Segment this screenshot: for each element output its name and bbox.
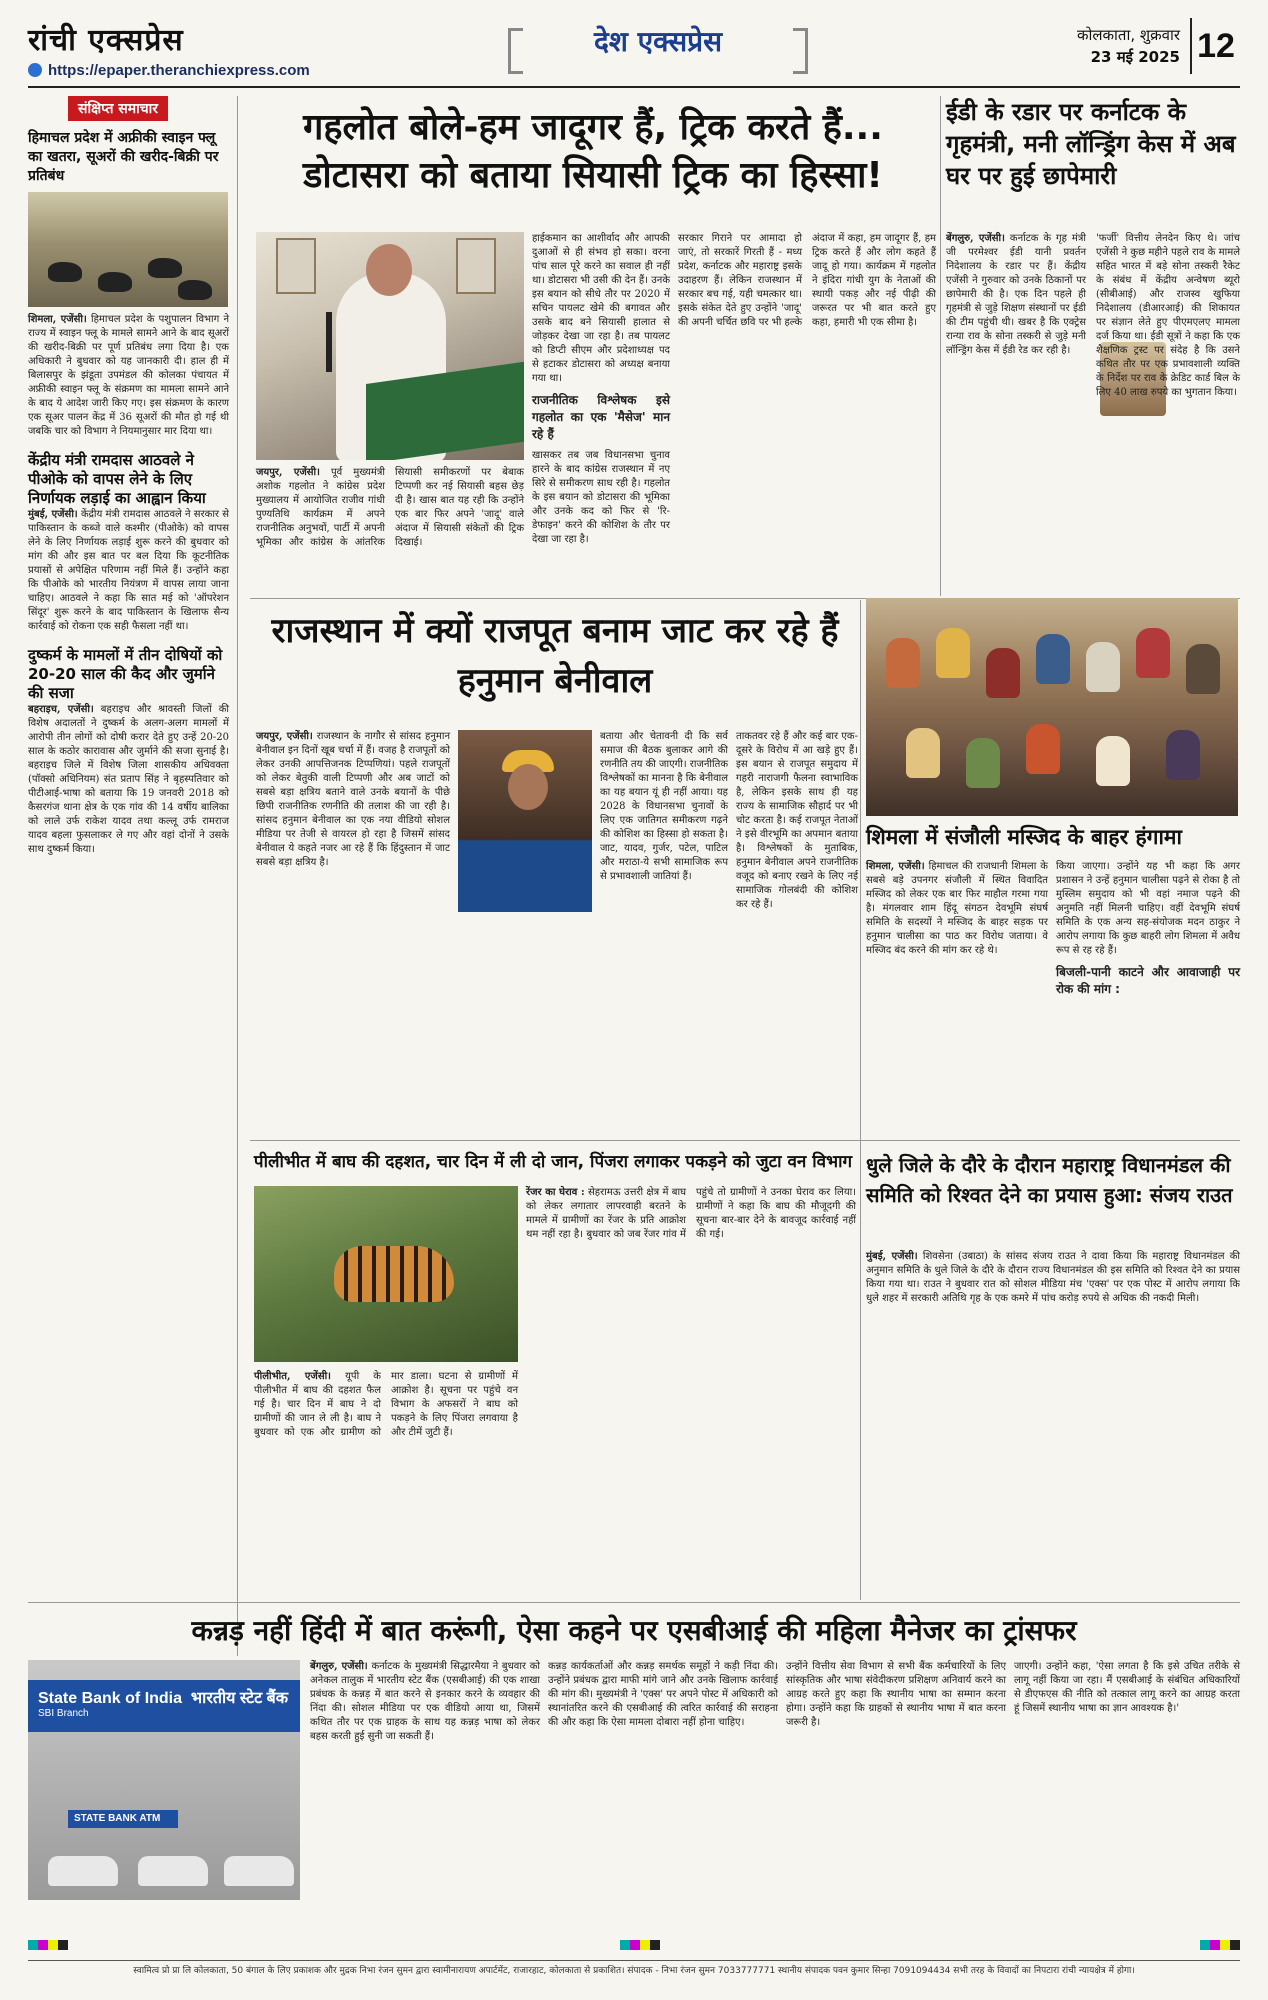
brief-dateline: बहराइच, एजेंसी। xyxy=(28,704,94,715)
dhule-headline: धुले जिले के दौरे के दौरान महाराष्ट्र विधानमंडल की समिति को रिश्वत देने का प्रयास हुआ: संजय राउत xyxy=(866,1153,1233,1207)
sign-hindi: भारतीय स्टेट बैंक xyxy=(190,1690,289,1707)
article-text: खासकर तब जब विधानसभा चुनाव हारने के बाद कांग्रेस राजस्थान में नए सिरे से समीकरण साध रही है। गहलोत के इस बयान को डोटासरा की भूमिका और उनके कद को फिर से 'रि-डेफाइन' करने की कोशिश के तौर पर देखा जा रहा है। xyxy=(532,450,670,545)
dateline: बेंगलुरु, एजेंसी। xyxy=(310,1661,368,1672)
briefs-tag: संक्षिप्त समाचार xyxy=(68,96,168,121)
article-text: शिवसेना (उबाठा) के सांसद संजय राउत ने दावा किया कि महाराष्ट्र विधानमंडल की अनुमान समिति के धुले जिले के दौरे के दौरान राज्य विधानमंडल की इस समिति को रिश्वत देने का प्रयास किया गया था। राउत ने बुधवार रात को सोशल मीडिया मंच 'एक्स' पर एक पोस्ट में आरोप लगाया कि धुले शहर में सरकारी अतिथि गृह के एक कमरे में पांच करोड़ रुपये से अधिक की नकदी मिली। xyxy=(866,1251,1240,1304)
article-text: सेहरामऊ उत्तरी क्षेत्र में बाघ को लेकर लगातार लापरवाही बरतने के मामले में ग्रामीणों का रेंजर के प्रति आक्रोश थम नहीं रहा है। बुधवार को जब रेंजर गांव में पहुंचे तो ग्रामीणों ने उनका घेराव कर लिया। ग्रामीणों ने कहा कि बाघ की मौजूदगी की सूचना बार-बार देने के बावजूद कार्रवाई नहीं की गई। xyxy=(526,1187,856,1240)
sbi-signboard xyxy=(28,1680,300,1732)
dateline: जयपुर, एजेंसी। xyxy=(256,467,320,478)
brief-body xyxy=(28,313,229,439)
city-day: कोलकाता, शुक्रवार xyxy=(1076,26,1180,44)
gehlot-col3 xyxy=(678,232,936,596)
brief-dateline: मुंबई, एजेंसी। xyxy=(28,509,78,520)
dhule-col1 xyxy=(866,1250,1240,1600)
section-rule xyxy=(250,1140,1240,1141)
ed-headline: ईडी के रडार पर कर्नाटक के गृहमंत्री, मनी लॉन्ड्रिंग केस में अब घर पर हुई छापेमारी xyxy=(946,98,1236,190)
beniwal-col1 xyxy=(256,730,450,1130)
article-text: 'फर्जी' वित्तीय लेनदेन किए थे। जांच एजेंसी ने कुछ महीने पहले राव के मामले सहित भारत में बड़े सोना तस्करी रैकेट के संबंध में केंद्रीय अन्वेषण ब्यूरो (सीबीआई) और राजस्व खुफिया निदेशालय (डीआरआई) की शिकायत पर संज्ञान लेते हुए पीएमएलए मामला दर्ज किया था। ईडी सूत्रों ने कहा कि एक शैक्षणिक ट्रस्ट पर संदेह है कि उसने कथित तौर पर एक प्रभावशाली व्यक्ति के निर्देश पर राव के क्रेडिट कार्ड बिल के लिए 40 लाख रुपये का भुगतान किया। xyxy=(1096,233,1240,398)
car-shape xyxy=(138,1856,208,1886)
date-block xyxy=(1077,24,1180,68)
brand-name: रांची एक्सप्रेस xyxy=(28,23,184,58)
dateline: बेंगलुरु, एजेंसी। xyxy=(946,233,1005,244)
beniwal-col2 xyxy=(600,730,728,1130)
ed-col2 xyxy=(1096,232,1240,398)
section-title: देश एक्सप्रेस xyxy=(508,22,808,60)
dateline: पीलीभीत, एजेंसी। xyxy=(254,1371,331,1382)
page-number: 12 xyxy=(1190,18,1240,74)
column-rule xyxy=(860,600,861,1600)
color-registration-mark xyxy=(1200,1940,1240,1950)
sign-branch: SBI Branch xyxy=(38,1708,89,1719)
pigs-photo xyxy=(28,192,228,307)
brief-text: केंद्रीय मंत्री रामदास आठवले ने सरकार से पाकिस्तान के कब्जे वाले कश्मीर (पीओके) को वापस लेने के लिए निर्णायक लड़ाई शुरू करने की बुधवार को मांग की और इस बात पर बल दिया कि कूटनीतिक प्रयासों से अपेक्षित परिणाम नहीं मिले हैं। उन्होंने कहा कि पीओके को भारतीय नियंत्रण में वापस लाया जाना चाहिए। आठवले ने कहा कि सात मई को 'ऑपरेशन सिंदूर' शुरू करने के बाद पाकिस्तान के खिलाफ सैन्य कार्रवाई को रोकना एक सही फैसला नहीं था। xyxy=(28,509,229,632)
issue-date: 23 मई 2025 xyxy=(1090,48,1180,66)
article-text: कन्नड़ कार्यकर्ताओं और कन्नड़ समर्थक समूहों ने कड़ी निंदा की। उन्होंने प्रबंधक द्वारा माफी मांगे जाने और उनके खिलाफ कार्रवाई की मांग की। मुख्यमंत्री ने 'एक्स' पर अपने पोस्ट में अधिकारी को स्थानांतरित करने की एसबीआई की त्वरित कार्रवाई की सराहना की और कहा कि ऐसा मामला दोबारा नहीं होना चाहिए। xyxy=(548,1661,778,1728)
ed-col1 xyxy=(946,232,1086,596)
speaker-head xyxy=(366,244,412,296)
sbi-photo xyxy=(28,1660,300,1900)
dateline: मुंबई, एजेंसी। xyxy=(866,1251,918,1262)
pilibhit-headline: पीलीभीत में बाघ की दहशत, चार दिन में ली दो जान, पिंजरा लगाकर पकड़ने को जुटा वन विभाग xyxy=(253,1152,853,1172)
car-shape xyxy=(48,1856,118,1886)
gehlot-col1 xyxy=(256,466,524,596)
pilibhit-subhead: रेंजर का घेराव : xyxy=(526,1187,585,1198)
gehlot-photo xyxy=(256,232,524,460)
tiger-photo xyxy=(254,1186,518,1362)
article-text: जाएगी। उन्होंने कहा, 'ऐसा लगता है कि इसे उचित तरीके से लागू नहीं किया जा रहा। मैं एसबीआई के संबंधित अधिकारियों से डीएफएस की नीति को तत्काल लागू करने का आग्रह करता हूं जिसमें स्थानीय भाषा का ज्ञान आवश्यक है।' xyxy=(1014,1661,1240,1714)
article-text: किया जाएगा। उन्होंने यह भी कहा कि अगर प्रशासन ने उन्हें हनुमान चालीसा पढ़ने से रोका है तो मुस्लिम समुदाय को भी वहां नमाज पढ़ने की अनुमति नहीं मिलनी चाहिए। वहीं देवभूमि संघर्ष समिति के एक अन्य सह-संयोजक मदन ठाकुर ने आरोप लगाया कि कुछ बाहरी लोग शिमला में अवैध रूप से रह रहे हैं। xyxy=(1056,861,1240,956)
briefs-column xyxy=(28,96,238,1656)
dateline: शिमला, एजेंसी। xyxy=(866,861,925,872)
brief-headline: केंद्रीय मंत्री रामदास आठवले ने पीओके को वापस लेने के लिए निर्णायक लड़ाई का आह्वान किया xyxy=(28,451,206,507)
brief-body xyxy=(28,703,229,857)
shimla-col2 xyxy=(1056,860,1240,1130)
article-text: हाईकमान का आशीर्वाद और आपकी दुआओं से ही संभव हो सका। वरना पांच साल पूरे करने का सवाल ही नहीं था। डोटासरा भी उसी की देन हैं। उनके इस बयान को सीधे तौर पर 2020 में सचिन पायलट खेमे की बगावत और उसके बाद बने सियासी हालात से जोड़कर देखा जा रहा है। तब पायलट को डिप्टी सीएम और प्रदेशाध्यक्ष पद से हटाकर डोटासरा को अध्यक्ष बनाया गया था। xyxy=(532,233,670,384)
article-text: उन्होंने वित्तीय सेवा विभाग से सभी बैंक कर्मचारियों के लिए सांस्कृतिक और भाषा संवेदीकरण प्रशिक्षण अनिवार्य करने का आग्रह करते हुए कहा कि स्थानीय भाषा का सम्मान करना होगा। उन्होंने कहा कि ग्राहकों से स्थानीय भाषा में बात करना जरूरी है। xyxy=(786,1661,1006,1728)
brief-text: बहराइच और श्रावस्ती जिलों की विशेष अदालतों ने दुष्कर्म के अलग-अलग मामलों में आरोपी तीन लोगों को दोषी करार देते हुए उन्हें 20-20 साल के कठोर कारावास और जुर्माने की सजा सुनाई है। बहराइच जिले में विशेष जिला शासकीय अधिवक्ता (पॉक्सो अधिनियम) संत प्रताप सिंह ने बृहस्पतिवार को पीटीआई-भाषा को बताया कि 19 जनवरी 2018 को कैसरगंज थाना क्षेत्र के एक गांव की 14 वर्षीय बालिका को लाले उर्फ राकेश यादव तथा कल्लू उर्फ रामराज यादव बहला फुसलाकर ले गए और वहां दोनों ने उसके साथ दुष्कर्म किया। xyxy=(28,704,229,855)
shimla-col1 xyxy=(866,860,1048,1130)
protest-photo xyxy=(866,598,1238,816)
color-registration-mark xyxy=(28,1940,68,1950)
tiger-figure xyxy=(334,1246,454,1302)
portrait-frame xyxy=(456,238,496,294)
brief-dateline: शिमला, एजेंसी। xyxy=(28,314,87,325)
article-text: यूपी के पीलीभीत में बाघ की दहशत फैल गई है। चार दिन में बाघ ने दो ग्रामीणों की जान ले ली है। बाघ ने बुधवार को एक और ग्रामीण को मार डाला। घटना से ग्रामीणों में आक्रोश है। सूचना पर पहुंचे वन विभाग के अफसरों ने बाघ को पकड़ने के लिए पिंजरा लगवाया है और टीमें जुटी हैं। xyxy=(254,1371,518,1438)
car-shape xyxy=(224,1856,294,1886)
color-registration-mark xyxy=(620,1940,660,1950)
article-text: राजस्थान के नागौर से सांसद हनुमान बेनीवाल इन दिनों खूब चर्चा में हैं। वजह है राजपूतों को लेकर उनकी आपत्तिजनक टिप्पणियां। पहले राजपूतों को लेकर बेतुकी वाली टिप्पणी और अब जाटों को सबसे बड़ा क्षत्रिय बताने वाले उनके बयानों के पीछे छिपी राजनीतिक रणनीति की तलाश की जा रही है। सांसद हनुमान बेनीवाल का एक नया वीडियो सोशल मीडिया पर तेजी से वायरल हो रहा है जिसमें सांसद बेनीवाल ये कहते नजर आ रहे हैं कि हिंदुस्तान में जाट सबसे बड़ा क्षत्रिय है। xyxy=(256,731,450,868)
brief-headline: हिमाचल प्रदेश में अफ्रीकी स्वाइन फ्लू का खतरा, सूअरों की खरीद-बिक्री पर प्रतिबंध xyxy=(28,130,219,184)
gehlot-headline: गहलोत बोले-हम जादूगर हैं, ट्रिक करते हैं... डोटासरा को बताया सियासी ट्रिक का हिस्सा! xyxy=(303,107,883,196)
article-text: बताया और चेतावनी दी कि सर्व समाज की बैठक बुलाकर आगे की रणनीति तय की जाएगी। राजनीतिक विश्लेषकों का मानना है कि बेनीवाल का यह बयान यूं ही नहीं आया। यह 2028 के विधानसभा चुनावों के लिए एक जातिगत समीकरण गढ़ने की कोशिश का हिस्सा हो सकता है। जाट, यादव, गुर्जर, पटेल, पाटिल और मराठा-ये सभी सामाजिक रूप से प्रभावशाली जातियां हैं। xyxy=(600,731,728,882)
beniwal-headline: राजस्थान में क्यों राजपूत बनाम जाट कर रहे हैं हनुमान बेनीवाल xyxy=(271,611,839,701)
imprint-footer: स्वामित्व प्रो प्रा लि कोलकाता, 50 बंगाल के लिए प्रकाशक और मुद्रक निभा रंजन सुमन द्वारा स्वामीनारायण अपार्टमेंट, राजारहाट, कोलकाता से प्रकाशित। संपादक - निभा रंजन सुमन 7033777771 स्थानीय संपादक पवन कुमार सिन्हा 7091094434 सभी तरह के विवादों का निपटारा रांची न्यायक्षेत्र में होगा। xyxy=(28,1960,1240,1977)
sbi-col2 xyxy=(548,1660,778,1900)
beniwal-col3 xyxy=(736,730,858,1130)
section-rule xyxy=(28,1602,1240,1603)
shimla-subhead: बिजली-पानी काटने और आवाजाही पर रोक की मांग : xyxy=(1056,965,1240,996)
sbi-col3 xyxy=(786,1660,1006,1900)
article-text: ताकतवर रहे हैं और कई बार एक-दूसरे के विरोध में आ खड़े हुए हैं। इस बयान से राजपूत समुदाय में गहरी नाराजगी फैलना स्वाभाविक है, लेकिन इसके साथ ही यह राज्य के सामाजिक सौहार्द पर भी चोट करता है। कई राजपूत नेताओं ने इसे वीरभूमि का अपमान बताया है। विश्लेषकों के मुताबिक, हनुमान बेनीवाल अपने राजनीतिक वजूद को बनाए रखने के लिए नई सामाजिक गोलबंदी की कोशिश कर रहे हैं। xyxy=(736,731,858,910)
atm-sign: STATE BANK ATM xyxy=(68,1810,178,1828)
masthead xyxy=(28,18,1240,88)
brief-text: हिमाचल प्रदेश के पशुपालन विभाग ने राज्य में स्वाइन फ्लू के मामले सामने आने के बाद सूअरों की खरीद-बिक्री पर पूर्ण प्रतिबंध लगा दिया है। एक अधिकारी ने बुधवार को यह जानकारी दी। हाल ही में बिलासपुर के झंडूता उपमंडल की कोलका पंचायत में अफ्रीकी स्वाइन फ्लू के संक्रमण का मामला सामने आने के बाद ये आदेश जारी किए गए। इस संक्रमण के कारण एक सूअर पालन केंद्र में 36 सूअरों की मौत हो गई थी जबकि चार को विभाग ने नियमानुसार मार दिया था। xyxy=(28,314,229,437)
article-text: कर्नाटक के गृह मंत्री जी परमेश्वर ईडी यानी प्रवर्तन निदेशालय के रडार पर हैं। केंद्रीय एजेंसी ने गुरुवार को उनके ठिकानों पर छापेमारी की है। एक दिन पहले ही गृहमंत्री से जुड़े शिक्षण संस्थानों पर ईडी की टीम पहुंची थी। खबर है कि एक्ट्रेस रान्या राव के सोना तस्करी से जुड़े मनी लॉन्ड्रिंग केस में ईडी रेड कर रही है। xyxy=(946,233,1086,356)
article-text: सरकार गिराने पर आमादा हो जाएं, तो सरकारें गिरती हैं - मध्य प्रदेश, कर्नाटक और महाराष्ट्र इसके उदाहरण हैं। लेकिन राजस्थान में सरकार बच गई, यही चमत्कार था। इसके संकेत देते हुए उन्होंने 'जादू' की अपनी चर्चित छवि पर भी हल्के अंदाज में कहा, हम जादूगर हैं, हम ट्रिक करते हैं और लोग कहते हैं जादू हो गया। कार्यक्रम में गहलोत ने इंदिरा गांधी युग के नेताओं की स्थायी पकड़ और नई पीढ़ी की जरूरत पर भी बात करते हुए कहा, हमारी भी एक सीमा है। xyxy=(678,233,936,328)
url-text: https://epaper.theranchiexpress.com xyxy=(48,62,310,79)
brief-body xyxy=(28,508,229,634)
sign-english: State Bank of India xyxy=(38,1690,183,1707)
pilibhit-col2 xyxy=(526,1186,856,1600)
sbi-headline: कन्नड़ नहीं हिंदी में बात करूंगी, ऐसा कहने पर एसबीआई की महिला मैनेजर का ट्रांसफर xyxy=(191,1614,1077,1647)
sbi-col1 xyxy=(310,1660,540,1900)
article-text: हिमाचल की राजधानी शिमला के सबसे बड़े उपनगर संजौली में स्थित विवादित मस्जिद को लेकर एक बार फिर माहौल गरमा गया है। मंगलवार शाम हिंदू संगठन देवभूमि संघर्ष समिति के सदस्यों ने मस्जिद के बाहर सड़क पर हनुमान चालीसा का पाठ कर विरोध जताया। वे मस्जिद बंद करने की मांग कर रहे थे। xyxy=(866,861,1048,956)
gehlot-col2 xyxy=(532,232,670,596)
beniwal-photo xyxy=(458,730,592,912)
sbi-col4 xyxy=(1014,1660,1240,1900)
globe-icon xyxy=(28,63,42,77)
shimla-headline: शिमला में संजौली मस्जिद के बाहर हंगामा xyxy=(866,825,1182,849)
portrait-frame xyxy=(276,238,316,294)
article-text: पूर्व मुख्यमंत्री अशोक गहलोत ने कांग्रेस प्रदेश मुख्यालय में आयोजित राजीव गांधी पुण्यतिथि कार्यक्रम में अपने राजनीतिक अनुभवों, पार्टी में अपनी भूमिका और कांग्रेस के आंतरिक सियासी समीकरणों पर बेबाक टिप्पणी कर नई सियासी बहस छेड़ दी है। खास बात यह रही कि उन्होंने एक बार फिर अपने 'जादू' वाले अंदाज में सियासी संकेतों की ट्रिक दिखाई। xyxy=(256,467,524,548)
column-rule xyxy=(940,96,941,596)
dateline: जयपुर, एजेंसी। xyxy=(256,731,313,742)
microphone-icon xyxy=(326,312,332,372)
article-text: कर्नाटक के मुख्यमंत्री सिद्धारमैया ने बुधवार को अनेकल तालुक में भारतीय स्टेट बैंक (एसबीआई) की एक शाखा प्रबंधक के कन्नड़ में बात करने से इनकार करने के व्यवहार की निंदा की। सोशल मीडिया पर एक वीडियो आया था, जिसमें कथित तौर पर एक ग्राहक के साथ यह कन्नड़ भाषा को लेकर बहस करती हुई सुनी जा सकती हैं। xyxy=(310,1661,541,1742)
brief-headline: दुष्कर्म के मामलों में तीन दोषियों को 20-20 साल की कैद और जुर्माने की सजा xyxy=(28,646,223,702)
speaker-head xyxy=(508,764,548,810)
gehlot-subhead: राजनीतिक विश्लेषक इसे गहलोत का एक 'मैसेज' मान रहे हैं xyxy=(532,393,670,441)
epaper-url[interactable] xyxy=(28,62,310,79)
pilibhit-col1 xyxy=(254,1370,518,1600)
